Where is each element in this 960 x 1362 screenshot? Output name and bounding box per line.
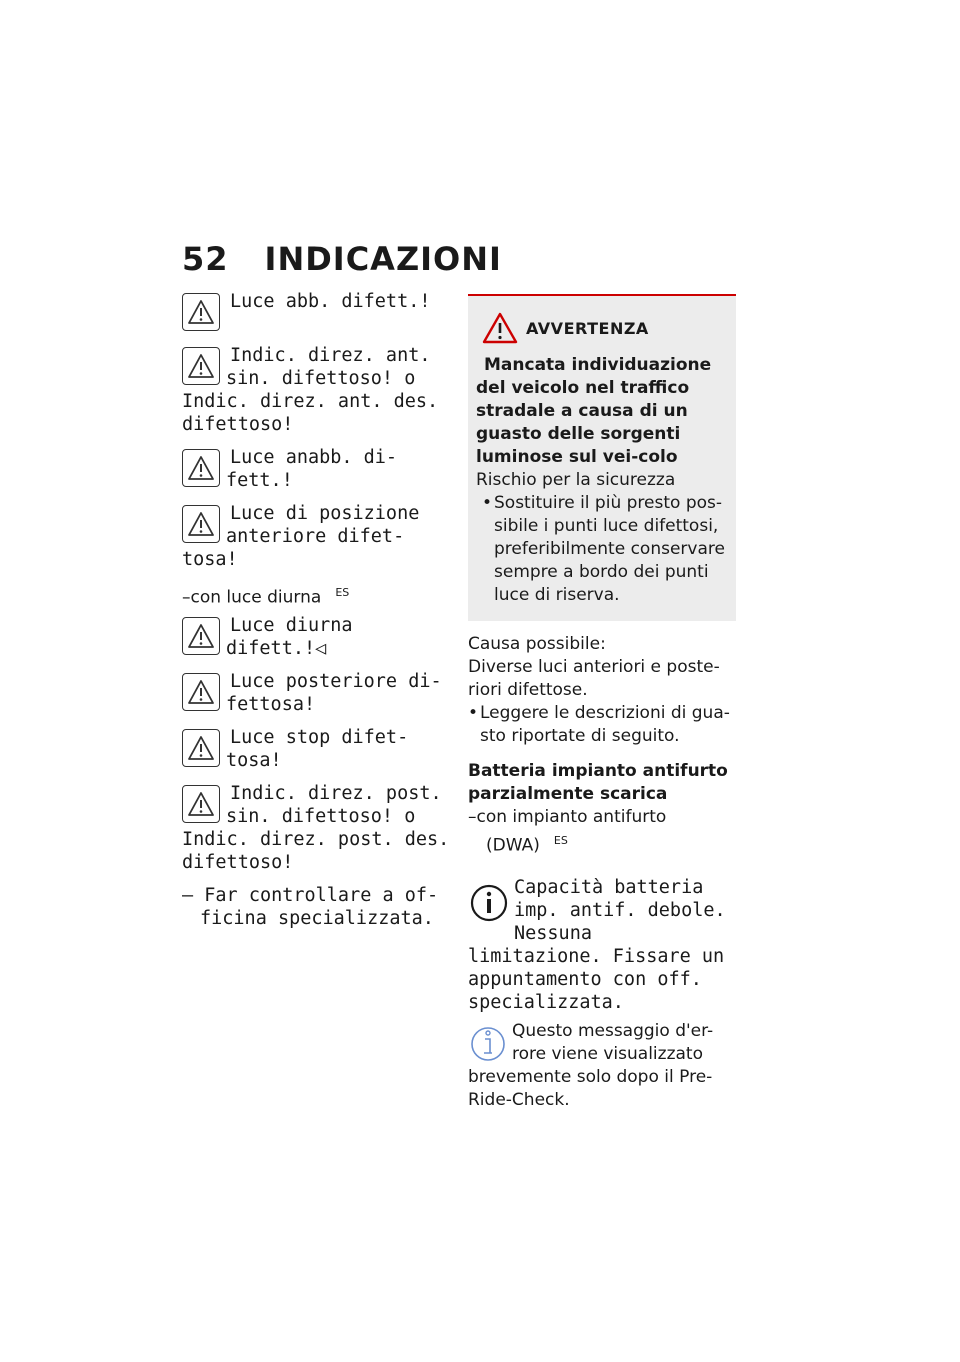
warning-triangle-icon	[182, 505, 220, 543]
cause-label: Causa possibile:	[468, 634, 606, 654]
info-message	[468, 876, 736, 1014]
action-step: – Far controllare a of-ficina specializzata.	[182, 884, 439, 929]
left-column	[182, 290, 450, 930]
message-text: Luce abb. difett.!	[230, 291, 431, 312]
message-text: Luce posteriore di-fettosa!	[226, 670, 442, 715]
warning-message	[182, 614, 450, 660]
warning-hazard: Mancata individuazione del veicolo nel traffico stradale a causa di un guasto delle sorgenti luminose sul vei-colo	[476, 355, 712, 467]
warning-triangle-icon	[182, 293, 220, 331]
condition-text: con impianto antifurto (DWA)	[476, 807, 667, 856]
info-message-text: Capacità batteria imp. antif. debole. Nessuna limitazione. Fissare un appuntamento con off. specializzata.	[468, 876, 726, 1013]
warning-message	[182, 344, 450, 436]
page-number: 52	[182, 240, 229, 278]
warning-triangle-icon	[182, 729, 220, 767]
message-text: Indic. direz. post. sin. difettoso! o Indic. direz. post. des. difettoso!	[182, 782, 450, 873]
note	[468, 1020, 736, 1112]
message-text: Luce stop difet-tosa!	[226, 726, 409, 771]
warning-triangle-icon	[182, 347, 220, 385]
note-text: Questo messaggio d'er-rore viene visualizzato brevemente solo dopo il Pre-Ride-Check.	[468, 1020, 714, 1110]
warning-box	[468, 294, 736, 621]
warning-risk: Rischio per la sicurezza	[476, 470, 676, 490]
warning-message	[182, 670, 450, 716]
warning-message	[182, 726, 450, 772]
warning-message	[182, 446, 450, 492]
page-title: INDICAZIONI	[264, 240, 502, 278]
message-text: Luce diurna difett.!◁	[226, 614, 353, 659]
message-text: Luce di posizione anteriore difet-tosa!	[182, 503, 420, 570]
condition-superscript: ES	[553, 834, 568, 847]
cause-text: Diverse luci anteriori e poste-riori difettose.	[468, 657, 720, 700]
warning-header	[482, 312, 726, 344]
info-circle-icon	[468, 882, 510, 924]
warning-message	[182, 290, 450, 334]
note-info-icon	[468, 1022, 508, 1064]
page-header	[182, 240, 502, 278]
condition-line: –con impianto antifurto (DWA) $^{ES}$	[468, 807, 667, 856]
condition-line: –con luce diurna $^{ES}$	[182, 586, 350, 608]
action-text: Far controllare a of-ficina specializzata.	[200, 884, 439, 929]
danger-triangle-icon	[482, 312, 518, 344]
warning-title: AVVERTENZA	[526, 318, 649, 338]
message-text: Indic. direz. ant. sin. difettoso! o Indic. direz. ant. des. difettoso!	[182, 345, 439, 435]
message-text: Luce anabb. di-fett.!	[226, 447, 398, 491]
warning-bullet: • Sostituire il più presto pos-sibile i punti luce difettosi, preferibilmente conservare sempre a bordo dei punti luce di riserva.	[482, 493, 725, 605]
warning-triangle-icon	[182, 449, 220, 487]
warning-message	[182, 782, 450, 874]
warning-triangle-icon	[182, 785, 220, 823]
warning-triangle-icon	[182, 673, 220, 711]
warning-message	[182, 502, 450, 571]
section-title: Batteria impianto antifurto parzialmente scarica	[468, 761, 728, 804]
condition-superscript: ES	[335, 586, 350, 599]
right-column	[468, 294, 736, 1112]
cause-bullet: • Leggere le descrizioni di gua-sto riportate di seguito.	[468, 703, 730, 746]
warning-triangle-icon	[182, 617, 220, 655]
condition-text: con luce diurna	[190, 587, 322, 608]
